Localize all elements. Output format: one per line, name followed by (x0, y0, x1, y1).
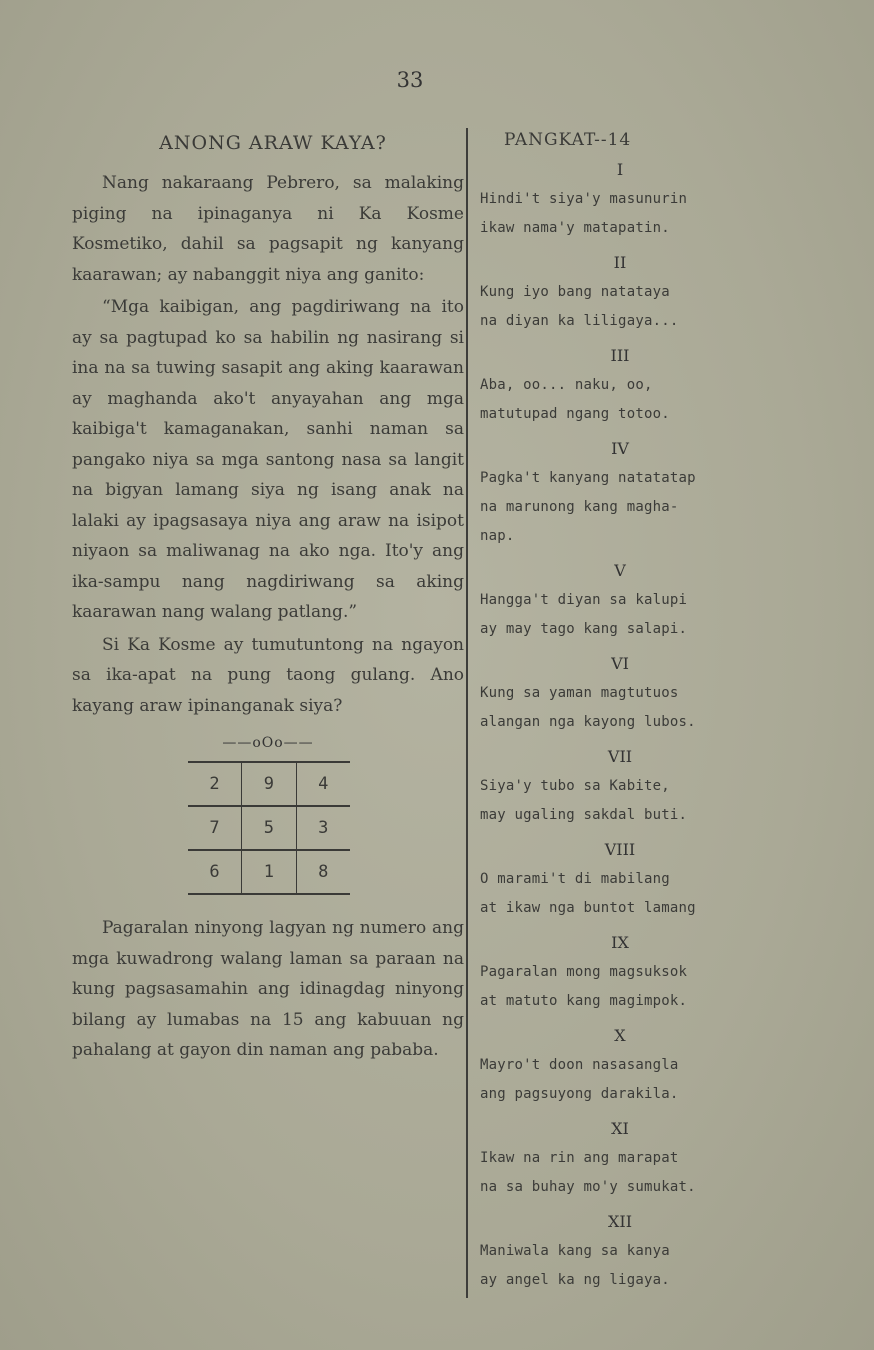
grid-cell: 2 (188, 762, 242, 806)
verse-block (480, 652, 760, 737)
verse-line: Kung sa yaman magtutuos (480, 685, 679, 701)
verse-line: Mayro't doon nasasangla (480, 1057, 679, 1073)
grid-cell: 9 (242, 762, 296, 806)
verse-numeral: VII (607, 747, 633, 766)
magic-square (72, 761, 464, 895)
grid-row (188, 762, 350, 806)
speech-paragraph (72, 292, 464, 628)
verse-line: Kung iyo bang natataya (480, 284, 670, 300)
verse-line: ang pagsuyong darakila. (480, 1086, 679, 1102)
verse-line: matutupad ngang totoo. (480, 406, 670, 422)
grid-row (188, 850, 350, 893)
instruction-paragraph (72, 913, 464, 1066)
grid-cell: 5 (242, 806, 296, 850)
intro-paragraph (72, 168, 464, 290)
verse-block (480, 559, 760, 644)
grid-cell: 7 (188, 806, 242, 850)
verse-numeral: IV (611, 439, 629, 458)
verse-line: na sa buhay mo'y sumukat. (480, 1179, 696, 1195)
verse-line: na marunong kang magha- (480, 499, 679, 515)
verse-line: at matuto kang magimpok. (480, 993, 688, 1009)
verse-numeral: XII (607, 1212, 633, 1231)
verse-line: Siya'y tubo sa Kabite, (480, 778, 670, 794)
page-number: 33 (396, 68, 424, 92)
instruction-text: Pagaralan ninyong lagyan ng numero ang mga kuwadrong walang laman sa paraan na kung pagsasamahin ang idinagdag ninyong bilang ay lumabas na 15 ang kabuuan ng pahalang at gayon din naman ang pababa. (72, 918, 464, 1060)
verse-numeral: II (613, 253, 627, 272)
grid-cell: 8 (296, 850, 350, 893)
verse-line: ay may tago kang salapi. (480, 621, 688, 637)
verse-block (480, 251, 760, 336)
speech-text: “Mga kaibigan, ang pagdiriwang na ito ay sa pagtupad ko sa habilin ng nasirang si ina na sa tuwing sasapit ang aking kaarawan ay maghanda ako't anyayahan ang mga kaibiga't kamaganakan, sanhi naman sa pangako niya sa mga santong nasa sa langit na bigyan lamang siya ng isang anak na lalaki ay ipagsasaya niya ang araw na isipot niyaon sa maliwanag na ako nga. Ito'y ang ika-sampu nang nagdiriwang sa aking kaarawan nang walang patlang.” (72, 297, 464, 622)
grid-cell: 6 (188, 850, 242, 893)
puzzle-title: ANONG ARAW KAYA? (159, 132, 387, 154)
verse-line: ikaw nama'y matapatin. (480, 220, 670, 236)
right-column (480, 126, 760, 1295)
question-text: Si Ka Kosme ay tumutuntong na ngayon sa ika-apat na pung taong gulang. Ano kayang araw ipinanganak siya? (72, 634, 464, 716)
grid-row (188, 806, 350, 850)
verse-block (480, 838, 760, 923)
verse-list (480, 158, 760, 1295)
verse-numeral: I (616, 160, 624, 179)
verse-line: Ikaw na rin ang marapat (480, 1150, 679, 1166)
left-column (72, 126, 464, 1066)
verse-line: alangan nga kayong lubos. (480, 714, 696, 730)
magic-square-grid (188, 761, 350, 893)
verse-line: may ugaling sakdal buti. (480, 807, 688, 823)
verse-numeral: IX (611, 933, 629, 952)
verse-line: Maniwala kang sa kanya (480, 1243, 670, 1259)
verse-block (480, 1117, 760, 1202)
verse-line: at ikaw nga buntot lamang (480, 900, 696, 916)
grid-cell: 4 (296, 762, 350, 806)
verse-block (480, 745, 760, 830)
verse-block (480, 1210, 760, 1295)
verse-block (480, 158, 760, 243)
answer-section-title: PANGKAT--14 (504, 130, 632, 150)
verse-line: Pagka't kanyang natatatap (480, 470, 696, 486)
verse-block (480, 931, 760, 1016)
grid-bottom-rule (188, 893, 350, 895)
verse-line: na diyan ka liligaya... (480, 313, 679, 329)
verse-line: Pagaralan mong magsuksok (480, 964, 688, 980)
column-divider (466, 128, 468, 1298)
verse-line: Aba, oo... naku, oo, (480, 377, 653, 393)
verse-numeral: VIII (604, 840, 636, 859)
verse-numeral: V (614, 561, 626, 580)
verse-line: ay angel ka ng ligaya. (480, 1272, 670, 1288)
verse-line: Hangga't diyan sa kalupi (480, 592, 688, 608)
grid-cell: 3 (296, 806, 350, 850)
grid-cell: 1 (242, 850, 296, 893)
verse-numeral: X (614, 1026, 626, 1045)
verse-line: nap. (480, 528, 515, 544)
intro-text: Nang nakaraang Pebrero, sa malaking piging na ipinaganya ni Ka Kosme Kosmetiko, dahil sa pagsapit ng kanyang kaarawan; ay nabanggit niya ang ganito: (72, 173, 464, 285)
verse-numeral: III (610, 346, 630, 365)
verse-line: O marami't di mabilang (480, 871, 670, 887)
section-separator: ——oOo—— (222, 735, 314, 751)
question-paragraph (72, 630, 464, 722)
verse-block (480, 1024, 760, 1109)
verse-block (480, 437, 760, 551)
verse-block (480, 344, 760, 429)
verse-numeral: VI (611, 654, 629, 673)
verse-line: Hindi't siya'y masunurin (480, 191, 688, 207)
verse-numeral: XI (611, 1119, 629, 1138)
